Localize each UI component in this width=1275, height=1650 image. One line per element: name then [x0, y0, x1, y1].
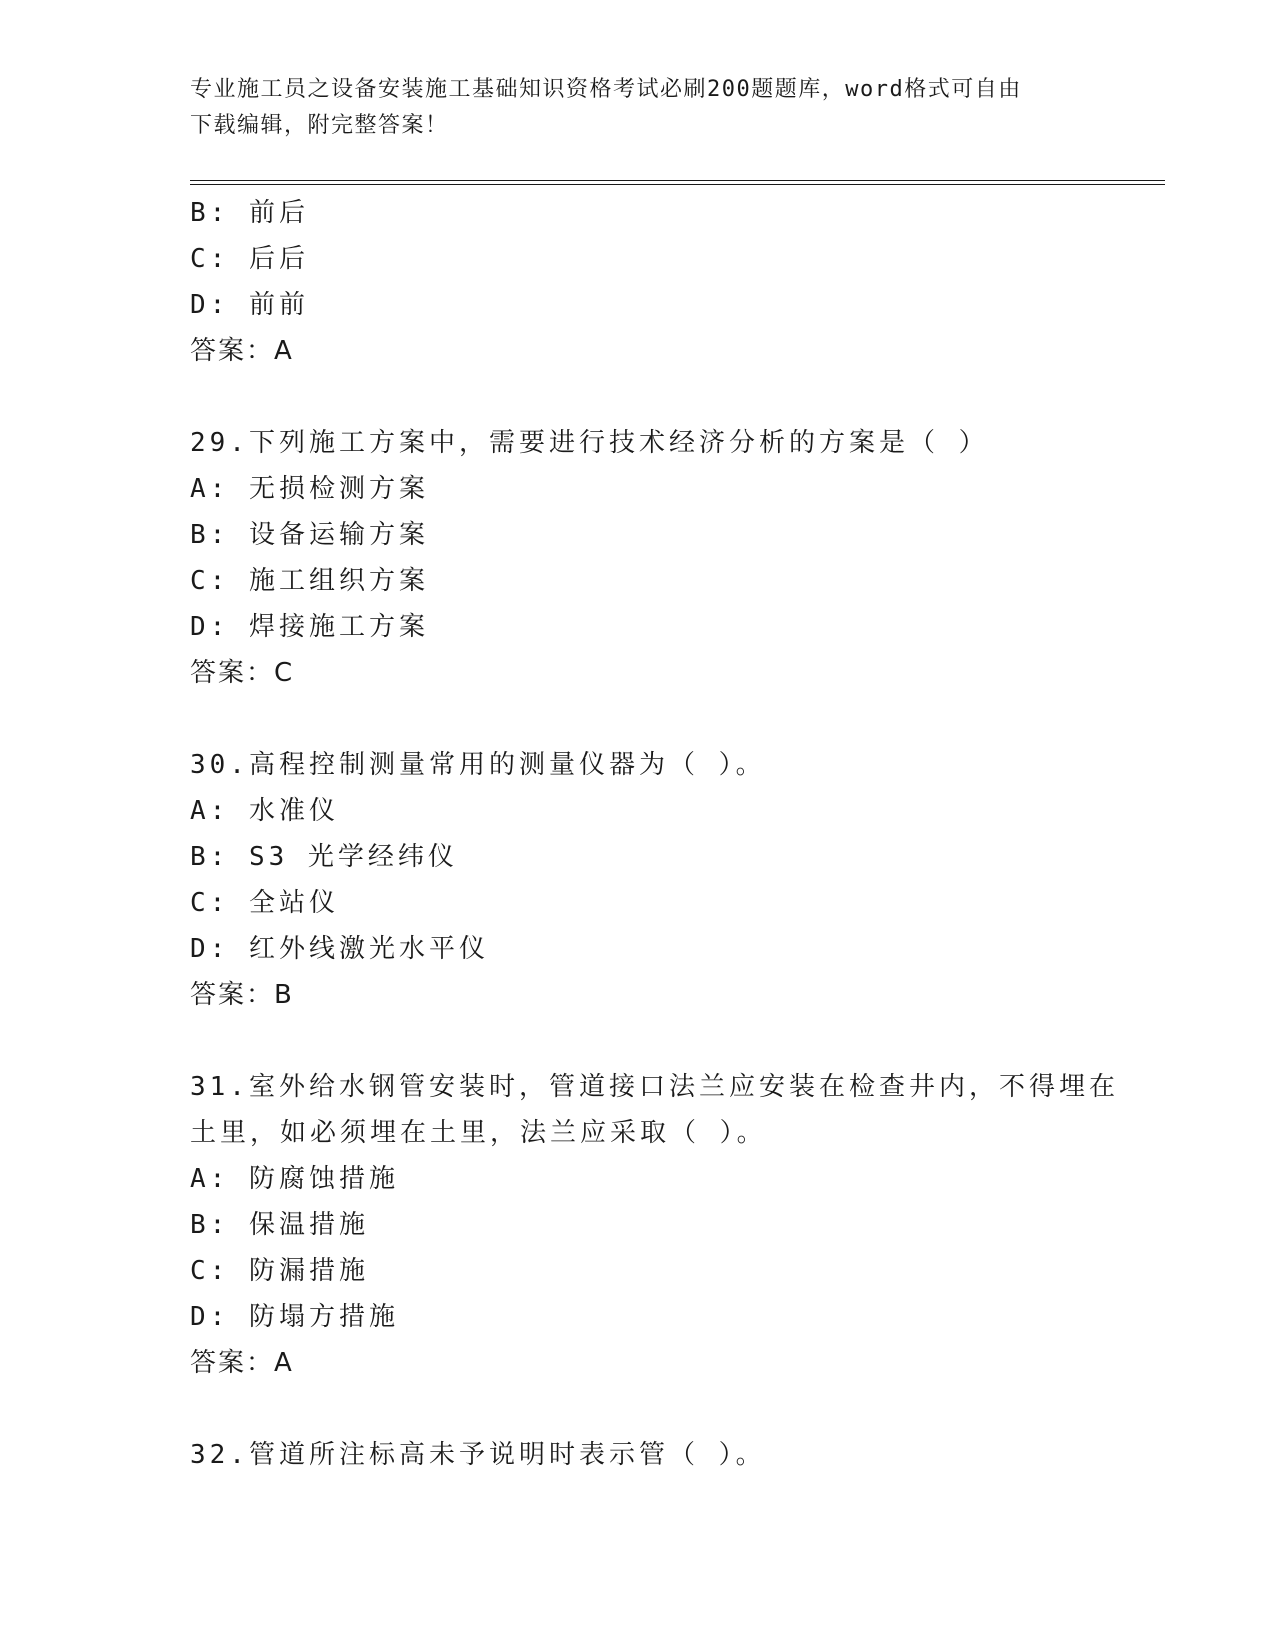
- option-a: A: 防腐蚀措施: [190, 1164, 399, 1194]
- question-30: [190, 742, 1090, 1018]
- option-b: B: S3 光学经纬仪: [190, 842, 458, 872]
- option-c: C: 后后: [190, 244, 309, 274]
- question-stem-line-1: 31.室外给水钢管安装时，管道接口法兰应安装在检查井内，不得埋在: [190, 1072, 1119, 1102]
- question-stem: 32.管道所注标高未予说明时表示管（ ）。: [190, 1440, 766, 1470]
- header-title-line-1: 专业施工员之设备安装施工基础知识资格考试必刷200题题库，word格式可自由: [190, 77, 1022, 102]
- question-stem-line-2: 土里，如必须埋在土里，法兰应采取（ ）。: [190, 1118, 767, 1148]
- header-divider-bottom: [190, 184, 1165, 185]
- option-c: C: 防漏措施: [190, 1256, 369, 1286]
- question-29: [190, 420, 1090, 696]
- option-b: B: 前后: [190, 198, 309, 228]
- document-header: [190, 72, 1090, 144]
- answer-line: 答案：C: [190, 658, 295, 688]
- answer-line: 答案：A: [190, 1348, 294, 1378]
- option-a: A: 无损检测方案: [190, 474, 429, 504]
- spacer: [190, 1386, 1090, 1432]
- question-stem: 30.高程控制测量常用的测量仪器为（ ）。: [190, 750, 766, 780]
- option-d: D: 焊接施工方案: [190, 612, 429, 642]
- question-32: [190, 1432, 1090, 1478]
- answer-line: 答案：A: [190, 336, 294, 366]
- option-a: A: 水准仪: [190, 796, 339, 826]
- header-divider-top: [190, 180, 1165, 181]
- option-d: D: 防塌方措施: [190, 1302, 399, 1332]
- prev-question-block: [190, 190, 1090, 374]
- header-title-line-2: 下载编辑，附完整答案！: [190, 113, 449, 138]
- option-b: B: 保温措施: [190, 1210, 369, 1240]
- question-31: [190, 1064, 1119, 1386]
- spacer: [190, 696, 1090, 742]
- question-stem: 29.下列施工方案中，需要进行技术经济分析的方案是（ ）: [190, 428, 989, 458]
- spacer: [190, 1018, 1090, 1064]
- option-d: D: 前前: [190, 290, 309, 320]
- option-d: D: 红外线激光水平仪: [190, 934, 489, 964]
- answer-line: 答案：B: [190, 980, 294, 1010]
- spacer: [190, 374, 1090, 420]
- option-c: C: 施工组织方案: [190, 566, 429, 596]
- option-b: B: 设备运输方案: [190, 520, 429, 550]
- option-c: C: 全站仪: [190, 888, 339, 918]
- document-body: [190, 190, 1119, 1478]
